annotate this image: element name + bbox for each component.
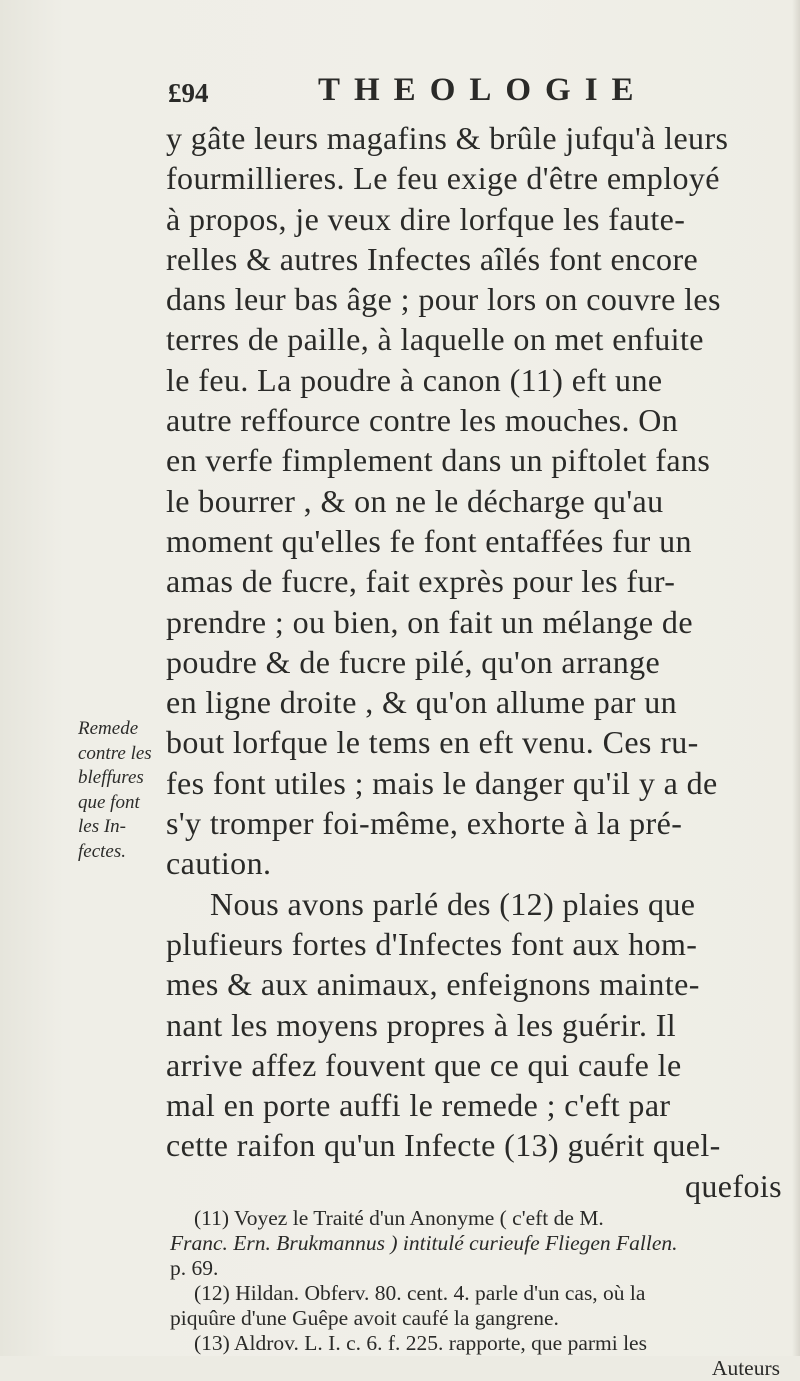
- text-line: terres de paille, à laquelle on met enfuite: [166, 321, 704, 358]
- margin-note-line: bleffures: [78, 767, 144, 788]
- footnotes: [170, 1206, 780, 1381]
- text-line: dans leur bas âge ; pour lors on couvre les: [166, 281, 721, 318]
- footnote-line: Franc. Ern. Brukmannus ) intitulé curieufe Fliegen Fallen.: [170, 1231, 678, 1255]
- text-line: le bourrer , & on ne le décharge qu'au: [166, 482, 664, 519]
- footnote-line: piquûre d'une Guêpe avoit caufé la gangrene.: [170, 1306, 559, 1330]
- text-line: caution.: [166, 845, 272, 882]
- text-line: y gâte leurs magafins & brûle jufqu'à leurs: [166, 120, 729, 156]
- margin-note-line: les In-: [78, 816, 127, 837]
- text-line: relles & autres Infectes aîlés font encore: [166, 240, 699, 277]
- main-text: [166, 118, 790, 1206]
- text-line: à propos, je veux dire lorfque les faute-: [166, 200, 686, 237]
- text-line: mal en porte auffi le remede ; c'eft par: [166, 1087, 671, 1124]
- text-line: le feu. La poudre à canon (11) eft une: [166, 361, 663, 398]
- text-line: bout lorfque le tems en eft venu. Ces ru-: [166, 724, 699, 761]
- footnote-line: (12) Hildan. Obferv. 80. cent. 4. parle d'un cas, où la: [194, 1281, 646, 1305]
- catchword: quefois: [684, 1167, 782, 1204]
- margin-note: [78, 717, 164, 864]
- margin-note-line: contre les: [78, 742, 152, 764]
- page-number: £94: [168, 78, 209, 108]
- text-line: autre reffource contre les mouches. On: [166, 402, 679, 439]
- text-line: plufieurs fortes d'Infectes font aux hom-: [166, 925, 698, 962]
- footnote-catchword: Auteurs: [711, 1356, 780, 1380]
- text-line: amas de fucre, fait exprès pour les fur-: [166, 563, 676, 600]
- footnote-line: (13) Aldrov. L. I. c. 6. f. 225. rapporte, que parmi les: [194, 1331, 647, 1355]
- text-line: en verfe fimplement dans un piftolet fans: [166, 442, 711, 479]
- margin-note-line: Remede: [78, 718, 139, 739]
- footnote-line: p. 69.: [170, 1256, 219, 1280]
- text-line: fourmillieres. Le feu exige d'être employé: [166, 160, 720, 197]
- text-line: mes & aux animaux, enfeignons mainte-: [166, 966, 700, 1003]
- running-title: THEOLOGIE: [318, 72, 648, 108]
- text-line-paragraph-start: Nous avons parlé des (12) plaies que: [210, 885, 696, 922]
- page-edge-shadow: [792, 0, 800, 1356]
- margin-note-line: fectes.: [78, 840, 127, 862]
- text-line: en ligne droite , & qu'on allume par un: [166, 684, 678, 721]
- text-line: poudre & de fucre pilé, qu'on arrange: [166, 643, 661, 680]
- footnote-line: (11) Voyez le Traité d'un Anonyme ( c'eft de M.: [194, 1206, 604, 1230]
- text-line: arrive affez fouvent que ce qui caufe le: [166, 1046, 682, 1083]
- text-line: moment qu'elles fe font entaffées fur un: [166, 522, 692, 559]
- page-header: [168, 72, 768, 116]
- text-line: prendre ; ou bien, on fait un mélange de: [166, 603, 693, 640]
- text-line: cette raifon qu'un Infecte (13) guérit quel-: [166, 1127, 721, 1164]
- text-line: nant les moyens propres à les guérir. Il: [166, 1006, 677, 1043]
- text-line: fes font utiles ; mais le danger qu'il y a de: [166, 764, 718, 801]
- text-line: s'y tromper foi-même, exhorte à la pré-: [166, 805, 683, 842]
- margin-note-line: que font: [78, 791, 140, 813]
